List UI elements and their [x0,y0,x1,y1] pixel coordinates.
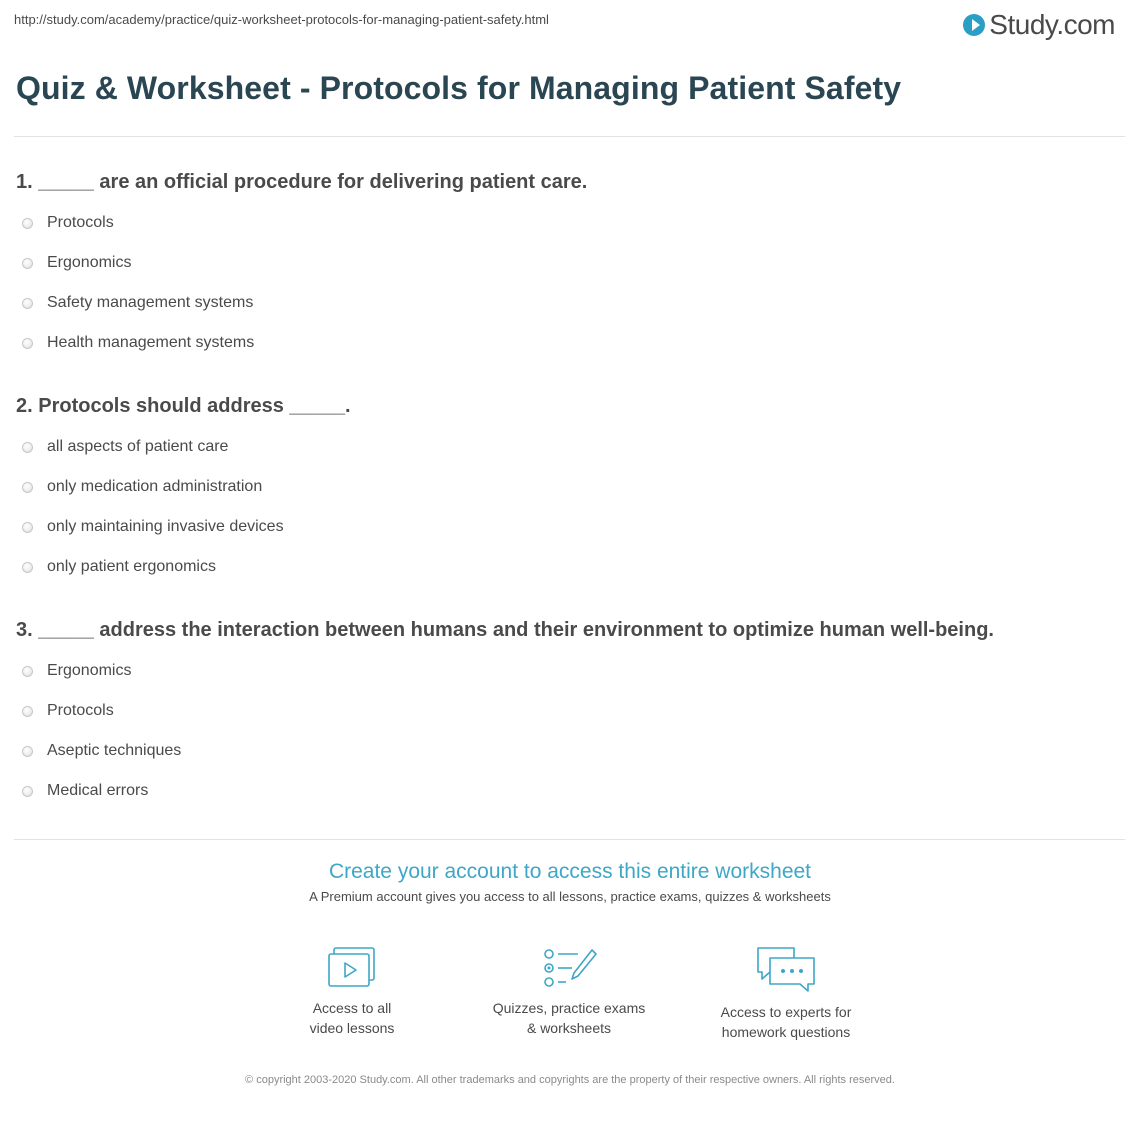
feature-experts [686,946,886,1042]
answer-label: Ergonomics [47,662,132,679]
radio-button[interactable] [22,666,33,677]
answer-label: all aspects of patient care [47,438,229,455]
create-account-link[interactable]: Create your account to access this entire worksheet [328,860,812,883]
feature-label: Access to all video lessons [309,1000,395,1036]
feature-label: Access to experts for homework questions [720,1004,852,1040]
answer-option[interactable] [22,555,216,579]
answer-label: Protocols [47,214,114,231]
question-text: 1. _____ are an official procedure for delivering patient care. [16,171,588,193]
answer-option[interactable] [22,211,114,235]
copyright-footer [0,1072,1140,1089]
radio-button[interactable] [22,562,33,573]
answer-label: Protocols [47,702,114,719]
page-url: http://study.com/academy/practice/quiz-worksheet-protocols-for-managing-patient-safety.html [14,12,549,27]
page-title: Quiz & Worksheet - Protocols for Managing Patient Safety [16,70,902,106]
questions-divider [14,839,1125,840]
answer-option[interactable] [22,699,114,723]
answer-option[interactable] [22,475,262,499]
answer-label: Aseptic techniques [47,742,182,759]
answer-option[interactable] [22,251,131,275]
radio-button[interactable] [22,442,33,453]
radio-button[interactable] [22,338,33,349]
answer-label: Health management systems [47,334,255,351]
answer-option[interactable] [22,515,284,539]
signup-cta [0,860,1140,904]
chat-bubbles-icon [754,946,818,994]
copyright-text: © copyright 2003-2020 Study.com. All other trademarks and copyrights are the property of their respective owners. All rights reserved. [245,1074,895,1086]
answer-option[interactable] [22,659,131,683]
video-lessons-icon [326,946,378,990]
study-logo[interactable] [963,8,1115,42]
question-text: 3. _____ address the interaction between humans and their environment to optimize human well-being. [16,619,994,641]
answer-label: only medication administration [47,478,263,495]
answer-option[interactable] [22,291,253,315]
radio-button[interactable] [22,786,33,797]
question-text: 2. Protocols should address _____. [16,395,351,417]
answer-label: only maintaining invasive devices [47,518,284,535]
play-circle-icon [963,14,985,36]
answer-label: Ergonomics [47,254,132,271]
answer-label: Safety management systems [47,294,254,311]
feature-quizzes [469,946,669,1038]
radio-button[interactable] [22,218,33,229]
title-divider [14,136,1125,137]
answer-option[interactable] [22,435,228,459]
cta-subtitle: A Premium account gives you access to all lessons, practice exams, quizzes & worksheets [309,889,831,904]
answer-label: Medical errors [47,782,149,799]
radio-button[interactable] [22,522,33,533]
answer-option[interactable] [22,779,148,803]
radio-button[interactable] [22,746,33,757]
answer-label: only patient ergonomics [47,558,216,575]
radio-button[interactable] [22,298,33,309]
radio-button[interactable] [22,258,33,269]
feature-video-lessons [252,946,452,1038]
radio-button[interactable] [22,706,33,717]
answer-option[interactable] [22,739,181,763]
quiz-checklist-icon [540,946,598,990]
radio-button[interactable] [22,482,33,493]
logo-text: Study.com [989,9,1115,40]
answer-option[interactable] [22,331,254,355]
feature-label: Quizzes, practice exams & worksheets [492,1000,646,1036]
